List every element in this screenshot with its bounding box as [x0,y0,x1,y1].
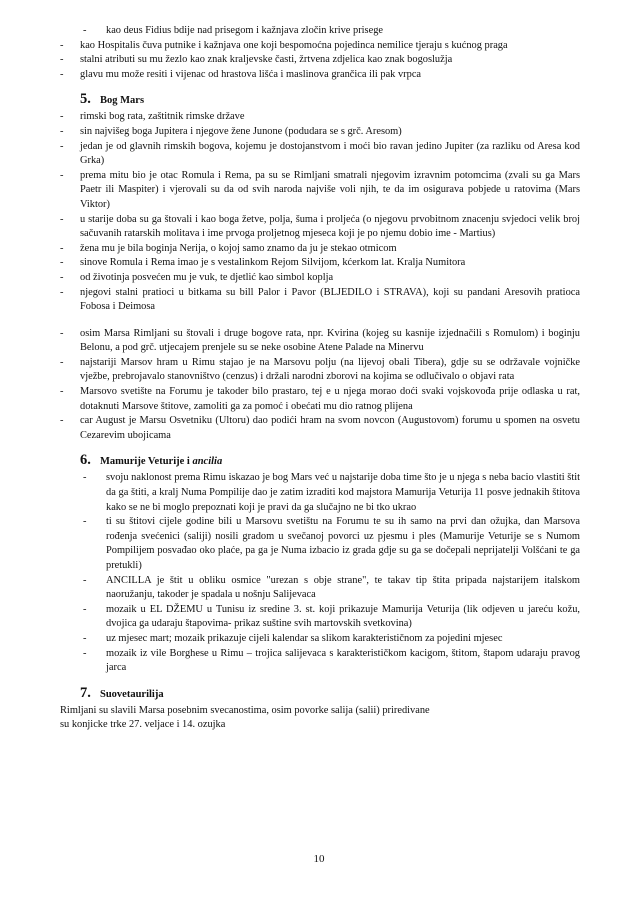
bullet-dash: - [83,603,87,615]
section-title-italic: ancilia [192,456,223,468]
section5-list-b [60,327,580,444]
list-item-text: svoju naklonost prema Rimu iskazao je bog Mars već u najstarije doba time što je u njega s neba bacio vlastiti štit da ga štiti, a kralj Numa Pompilije dao je zatim izraditi kod majstora Mamurija Veturija 11 posve jednakih štitova kako se ne bi moglo prepoznati koji je pravi da ga slučajno ne bi tko ukrao [106,472,580,513]
section5-list-a [60,110,580,314]
bullet-dash: - [60,68,64,80]
list-item [60,169,580,213]
list-item [83,24,580,39]
bullet-dash: - [83,516,87,528]
list-item [60,356,580,385]
bullet-dash: - [60,111,64,123]
list-item [83,574,580,603]
list-item-text: osim Marsa Rimljani su štovali i druge bogove rata, npr. Kvirina (kojeg su kasnije izjednačili s Romulom) i boginju Belonu, a pod grč. utjecajem prenjele su se neke osobine Atene Palade na Minervu [80,327,580,354]
bullet-dash: - [60,257,64,269]
section-heading-7 [80,686,580,702]
section-number: 5. [80,91,91,108]
bullet-dash: - [60,286,64,298]
list-item [83,647,580,676]
section-title [100,455,222,470]
bullet-dash: - [60,356,64,368]
list-item [60,414,580,443]
list-item [60,68,580,83]
list-item [60,125,580,140]
bullet-dash: - [60,386,64,398]
section-title: Bog Mars [100,95,145,107]
section-title: Suovetaurilija [100,688,164,700]
spacer [60,315,580,327]
list-item-text: mozaik u EL DŽEMU u Tunisu iz sredine 3. st. koji prikazuje Mamurija Veturija (lik odjeven u jareću kožu, dvojica ga udaraju štapovima- prikaz suštine svih martovskih svetkovina) [106,603,580,630]
list-item-text: jedan je od glavnih rimskih bogova, kojemu je dostojanstvom i moći bio ravan jedino Jupiter (za razliku od Aresa kod Grka) [80,140,580,167]
bullet-dash: - [60,415,64,427]
section7-paragraph [60,704,580,733]
section-number: 7. [80,684,91,701]
list-item [60,213,580,242]
bullet-dash: - [60,169,64,181]
list-item-text: Marsovo svetište na Forumu je takoder bilo prastaro, tej e u njega morao doći svaki vojskovođa prije odlaska u rat, dotaknuti Marsove štitove, zamoliti ga za pomoć i obećati mu dio ratnog plijena [80,386,580,412]
bullet-dash: - [60,271,64,283]
bullet-dash: - [83,647,87,659]
list-item-text: prema mitu bio je otac Romula i Rema, pa su se Rimljani smatrali njegovim izravnim potomcima (zvali su ga Mars Paetr ili Maspiter) i vjerovali su da od svih naroda najviše voli njih, te da im osigurava pobjede u ratovima (Mars Viktor) [80,169,580,210]
bullet-dash: - [60,213,64,225]
list-item-text: žena mu je bila boginja Nerija, o kojoj samo znamo da ju je stekao otmicom [80,242,397,254]
list-item-text: uz mjesec mart; mozaik prikazuje cijeli kalendar sa slikom karakterističnom za pojedini mjesec [106,632,503,644]
list-item-text: njegovi stalni pratioci u bitkama su bill Palor i Pavor (BLJEDILO i STRAVA), koji su pandani Aresovih pratioca Fobosa i Deimosa [80,286,580,313]
list-item-text: od životinja posvećen mu je vuk, te djetlić kao simbol koplja [80,271,334,283]
list-item [83,603,580,632]
list-item [60,327,580,356]
list-item [60,385,580,414]
list-item [60,286,580,315]
list-item [60,39,580,54]
bullet-dash: - [60,125,64,137]
list-item [60,271,580,286]
bullet-dash: - [83,25,87,36]
section-heading-6 [80,453,580,469]
page-content [60,24,580,733]
section-number: 6. [80,452,91,469]
bullet-dash: - [83,574,87,586]
list-item-text: mozaik iz vile Borghese u Rimu – trojica salijevaca s karakterističkom kacigom, štitom, štapom udaraju pravog jarca [106,647,580,674]
list-item-text: kao Hospitalis čuva putnike i kažnjava one koji bespomoćna pojedinca nemilice tjeraju s kućnog praga [80,39,508,51]
list-item-text: car August je Marsu Osvetniku (Ultoru) dao podići hram na svom novcon (Augustovom) forumu u spomen na osvetu Cezarevim ubojicama [80,415,580,441]
bullet-dash: - [60,327,64,339]
intro-list [60,24,580,82]
bullet-dash: - [60,39,64,51]
page-number: 10 [313,853,325,865]
list-item-text: ti su štitovi cijele godine bili u Marsovu svetištu na Forumu te su ih samo na prvi dan ožujka, dan Marsova rođenja svećenici (saliji) nosili gradom u svečanoj povorci uz pjesmu i ples (Mamurije Veturije se s Numom Pompilijem posvađao oko plaće, pa ga je Numa izbacio iz grada gdje su ga se dočepali neprijatelji Volšćani te ga pretukli) [106,516,580,571]
list-item-text: u starije doba su ga štovali i kao boga žetve, polja, šuma i proljeća (o njegovu prvobitnom znacenju svjedoci velik broj sačuvanih ratarskih molitava i ime prvoga proljetnog mjeseca koji je po njemu dobio ime - Martius) [80,213,580,240]
list-item-text: sin najvišeg boga Jupitera i njegove žene Junone (podudara se s grč. Aresom) [80,125,402,137]
section-heading-5 [80,92,580,108]
bullet-dash: - [60,242,64,254]
list-item-text: kao deus Fidius bdije nad prisegom i kažnjava zločin krive prisege [106,25,384,36]
list-item [60,140,580,169]
list-item [83,515,580,573]
list-item-text: stalni atributi su mu žezlo kao znak kraljevske časti, žrtvena zdjelica kao znak bogoslužja [80,54,453,66]
section-title-plain: Mamurije Veturije i [100,456,193,468]
list-item-text: rimski bog rata, zaštitnik rimske države [80,111,245,123]
list-item-text: sinove Romula i Rema imao je s vestalinkom Rejom Silvijom, kćerkom lat. Kralja Numitora [80,257,466,269]
bullet-dash: - [83,632,87,644]
bullet-dash: - [83,472,87,484]
section6-list [60,471,580,675]
bullet-dash: - [60,140,64,152]
list-item-text: ANCILLA je štit u obliku osmice "urezan s obje strane", te takav tip štita pripada najstarijem italskom naoružanju, takoder je spadala u nošnju Salijevaca [106,574,580,601]
list-item [60,53,580,68]
bullet-dash: - [60,54,64,66]
list-item-text: glavu mu može resiti i vijenac od hrastova lišća i maslinova grančica ili pak vrpca [80,68,422,80]
list-item [83,632,580,647]
list-item [60,256,580,271]
list-item [60,242,580,257]
list-item [60,110,580,125]
paragraph-line: su konjicke trke 27. veljace i 14. ozujka [60,719,226,731]
list-item-text: najstariji Marsov hram u Rimu stajao je na Marsovu polju (na lijevoj obali Tibera), gdje su se održavale vojničke vježbe, prebrojavalo stanovništvo (cenzus) i držali narodni zborovi na kojima se odlučivalo o objavi rata [80,356,580,383]
paragraph-line: Rimljani su slavili Marsa posebnim svecanostima, osim povorke salija (salii) priredivane [60,704,430,716]
list-item [83,471,580,515]
